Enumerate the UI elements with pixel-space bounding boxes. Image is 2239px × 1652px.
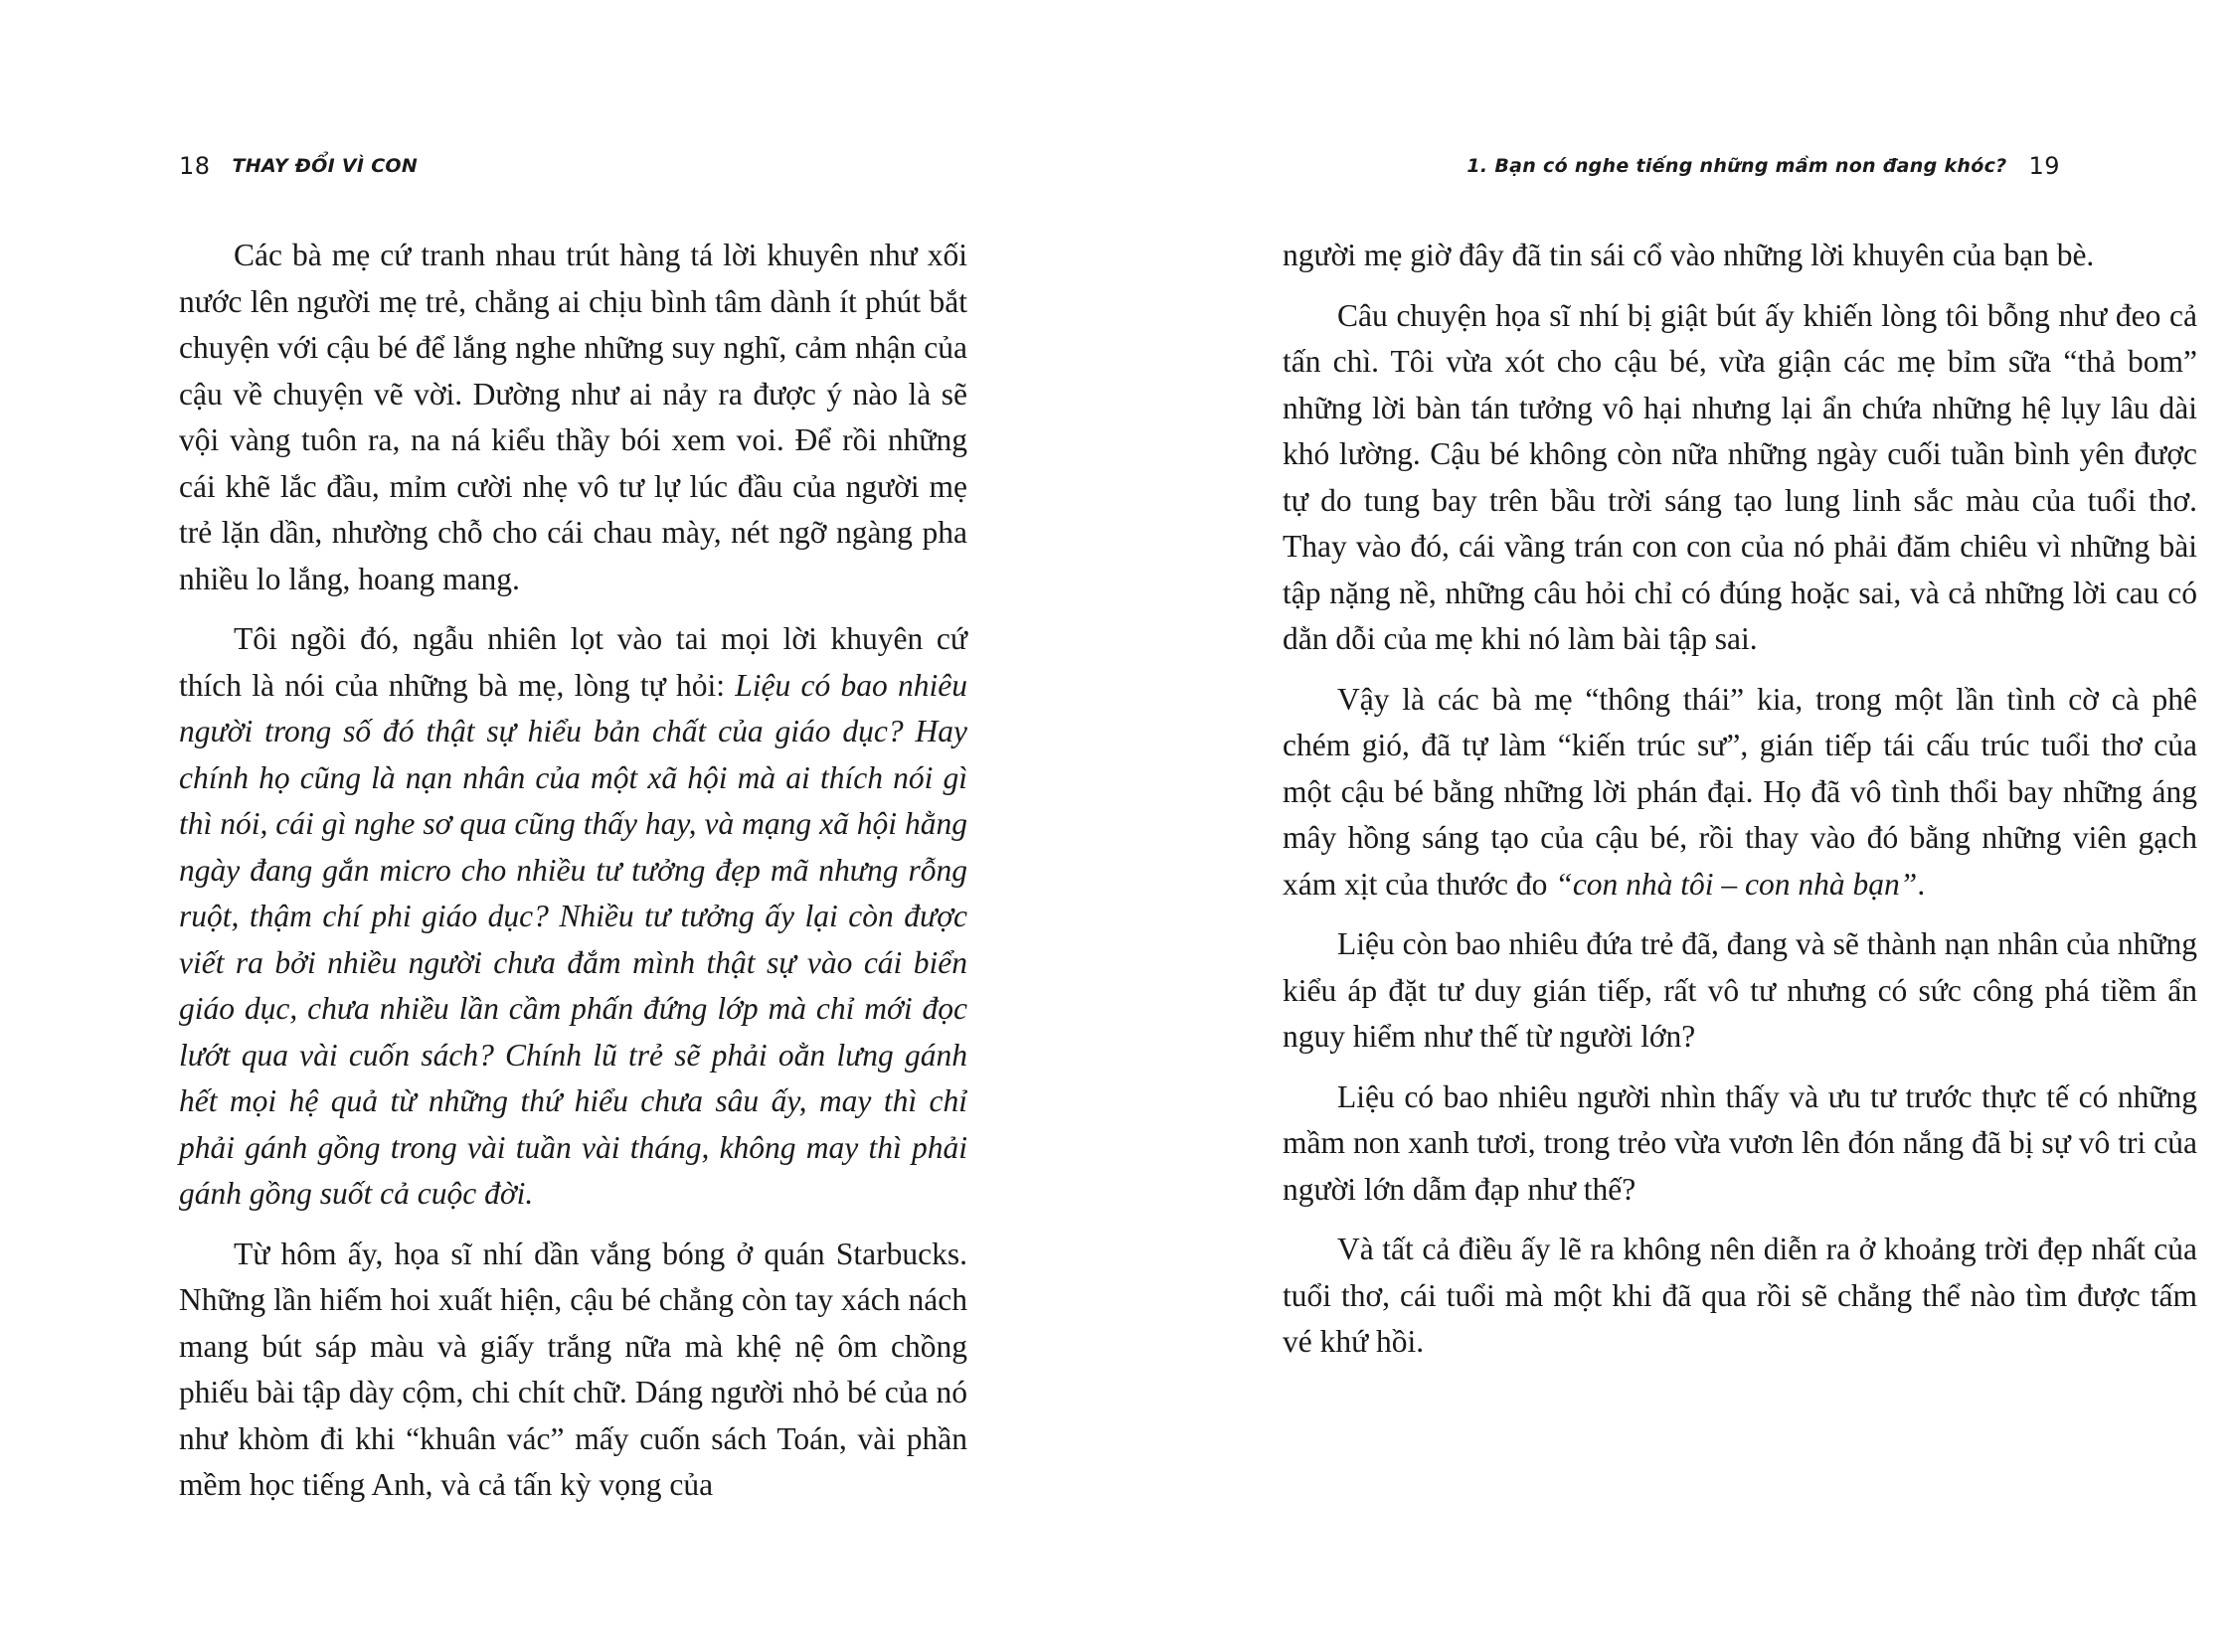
running-title: 1. Bạn có nghe tiếng những mầm non đang khóc? [1466, 155, 2007, 177]
paragraph: Và tất cả điều ấy lẽ ra không nên diễn ra ở khoảng trời đẹp nhất của tuổi thơ, cái tuổi mà một khi đã qua rồi sẽ chẳng thể nào tìm được tấm vé khứ hồi. [1283, 1232, 2197, 1359]
page-number: 19 [2028, 152, 2060, 180]
paragraph-italic: Liệu có bao nhiêu người trong số đó thật sự hiểu bản chất của giáo dục? Hay chính họ cũng là nạn nhân của một xã hội mà ai thích nói gì thì nói, cái gì nghe sơ qua cũng thấy hay, và mạng xã hội hằng ngày đang gắn micro cho nhiều tư tưởng đẹp mã nhưng rỗng ruột, thậm chí phi giáo dục? Nhiều tư tưởng ấy lại còn được viết ra bởi nhiều người chưa đắm mình thật sự vào cái biển giáo dục, chưa nhiều lần cầm phấn đứng lớp mà chỉ mới đọc lướt qua vài cuốn sách? Chính lũ trẻ sẽ phải oằn lưng gánh hết mọi hệ quả từ những thứ hiểu chưa sâu ấy, may thì chỉ phải gánh gồng trong vài tuần vài tháng, không may thì phải gánh gồng suốt cả cuộc đời. [179, 667, 967, 1211]
right-page [1120, 0, 2239, 1652]
paragraph: Các bà mẹ cứ tranh nhau trút hàng tá lời khuyên như xối nước lên người mẹ trẻ, chẳng ai chịu bình tâm dành ít phút bắt chuyện với cậu bé để lắng nghe những suy nghĩ, cảm nhận của cậu về chuyện vẽ vời. Dường như ai nảy ra được ý nào là sẽ vội vàng tuôn ra, na ná kiểu thầy bói xem voi. Để rồi những cái khẽ lắc đầu, mỉm cười nhẹ vô tư lự lúc đầu của người mẹ trẻ lặn dần, nhường chỗ cho cái chau mày, nét ngỡ ngàng pha nhiều lo lắng, hoang mang. [179, 238, 967, 596]
paragraph-italic: “con nhà tôi – con nhà bạn” [1555, 866, 1918, 902]
paragraph: Liệu có bao nhiêu người nhìn thấy và ưu tư trước thực tế có những mầm non xanh tươi, trong trẻo vừa vươn lên đón nắng đã bị sự vô tri của người lớn dẫm đạp như thế? [1283, 1078, 2197, 1207]
paragraph [1283, 677, 2197, 909]
left-page-body [179, 233, 967, 1523]
paragraph: Từ hôm ấy, họa sĩ nhí dần vắng bóng ở quán Starbucks. Những lần hiếm hoi xuất hiện, cậu bé chẳng còn tay xách nách mang bút sáp màu và giấy trắng nữa mà khệ nệ ôm chồng phiếu bài tập dày cộm, chi chít chữ. Dáng người nhỏ bé của nó như khòm đi khi “khuân vác” mấy cuốn sách Toán, vài phần mềm học tiếng Anh, và cả tấn kỳ vọng của [179, 1236, 967, 1502]
right-page-body [1283, 233, 2197, 1380]
paragraph: Câu chuyện họa sĩ nhí bị giật bút ấy khiến lòng tôi bỗng như đeo cả tấn chì. Tôi vừa xót cho cậu bé, vừa giận các mẹ bỉm sữa “thả bom” những lời bàn tán tưởng vô hại nhưng lại ẩn chứa những hệ lụy lâu dài khó lường. Cậu bé không còn nữa những ngày cuối tuần bình yên được tự do tung bay trên bầu trời sáng tạo lung linh sắc màu của tuổi thơ. Thay vào đó, cái vầng trán con con của nó phải đăm chiêu vì những bài tập nặng nề, những câu hỏi chỉ có đúng hoặc sai, và cả những lời cau có dằn dỗi của mẹ khi nó làm bài tập sai. [1283, 297, 2197, 656]
paragraph-tail: . [1917, 866, 1926, 902]
paragraph-lead: Vậy là các bà mẹ “thông thái” kia, trong một lần tình cờ cà phê chém gió, đã tự làm “kiến trúc sư”, gián tiếp tái cấu trúc tuổi thơ của một cậu bé bằng những lời phán đại. Họ đã vô tình thổi bay những áng mây hồng sáng tạo của cậu bé, rồi thay vào đó bằng những viên gạch xám xịt của thước đo [1283, 681, 2197, 902]
paragraph-lead: Tôi ngồi đó, ngẫu nhiên lọt vào tai mọi lời khuyên cứ thích là nói của những bà mẹ, lòng tự hỏi: [179, 621, 967, 703]
page-number: 18 [179, 152, 211, 180]
paragraph [179, 616, 967, 1218]
running-title: THAY ĐỔI VÌ CON [232, 155, 419, 177]
paragraph-continued: người mẹ giờ đây đã tin sái cổ vào những lời khuyên của bạn bè. [1283, 238, 2095, 272]
right-page-header [1466, 149, 2060, 183]
left-page-header [179, 149, 418, 183]
paragraph: Liệu còn bao nhiêu đứa trẻ đã, đang và sẽ thành nạn nhân của những kiểu áp đặt tư duy gián tiếp, rất vô tư nhưng có sức công phá tiềm ẩn nguy hiểm như thế từ người lớn? [1283, 926, 2197, 1054]
